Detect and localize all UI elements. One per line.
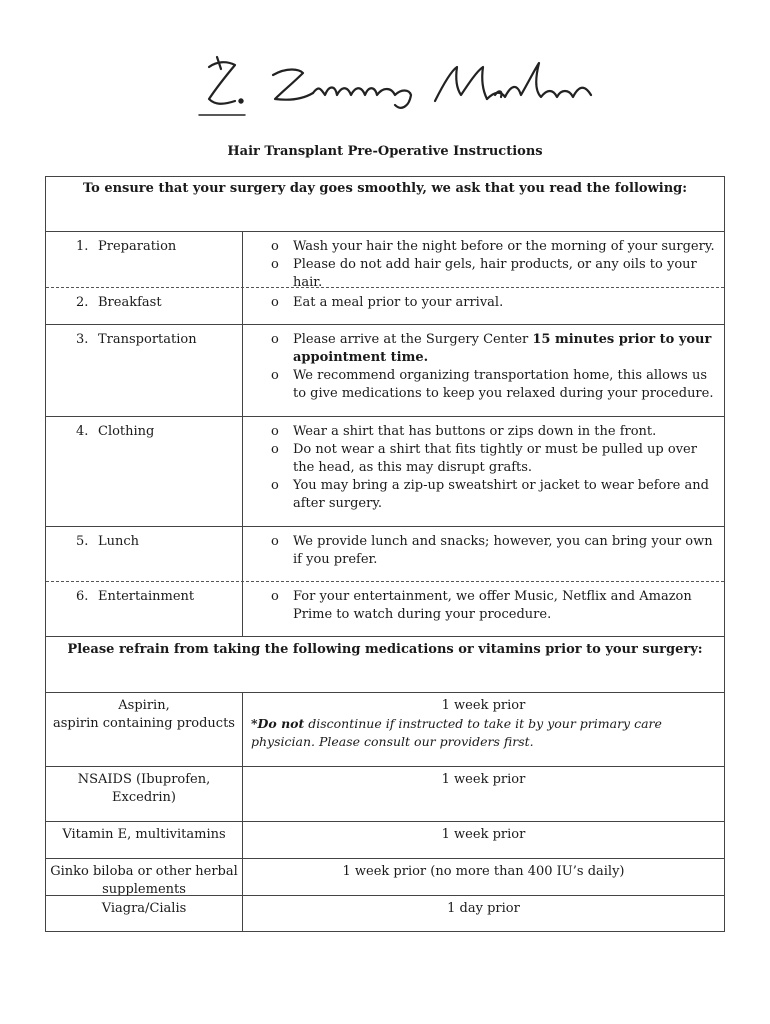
instruction-text: Wash your hair the night before or the morning of your surgery. [293,239,715,254]
ziering-medical-logo [195,55,595,119]
section-row-entertainment [46,581,724,636]
instruction-text: You may bring a zip-up sweatshirt or jacket to wear before and after surgery. [293,478,709,511]
medication-timing-cell [243,822,724,858]
medication-note [243,715,724,751]
medications-heading: Please refrain from taking the following medications or vitamins prior to your surgery: [67,642,703,657]
instruction-text: Please do not add hair gels, hair products, or any oils to your hair. [293,257,697,290]
instruction-item [271,477,718,513]
medication-row-nsaids [46,766,724,821]
instruction-item [271,238,718,256]
medications-heading-row [46,636,724,692]
medication-row-aspirin [46,692,724,766]
section-items-cell [243,232,724,290]
section-items-cell [243,325,724,416]
medication-timing: 1 day prior [447,901,520,916]
section-label: Clothing [98,424,155,439]
section-number: 6. [76,589,89,604]
instruction-text: Eat a meal prior to your arrival. [293,295,504,310]
intro-heading-row [46,177,724,231]
medication-row-viagra [46,895,724,931]
section-items-cell [243,417,724,526]
instruction-text: We provide lunch and snacks; however, you can bring your own if you prefer. [293,534,713,567]
section-number: 4. [76,424,89,439]
intro-heading: To ensure that your surgery day goes smoothly, we ask that you read the following: [82,181,688,196]
section-label: Transportation [98,332,197,347]
medication-timing-cell [243,859,724,895]
medication-name: Vitamin E, multivitamins [46,822,243,858]
section-label-cell [46,527,243,581]
instructions-table [45,176,725,932]
section-row-transportation [46,324,724,416]
section-number: 2. [76,295,89,310]
section-label-cell [46,325,243,416]
section-label-cell [46,232,243,287]
section-bullet-list [271,588,718,624]
instruction-item [271,533,718,569]
medication-timing: 1 week prior [441,772,526,787]
section-bullet-list [271,238,718,292]
medication-name: NSAIDS (Ibuprofen, Excedrin) [46,767,243,821]
medication-timing: 1 week prior [441,827,526,842]
section-number: 5. [76,534,89,549]
section-label: Preparation [98,239,177,254]
medication-row-ginko [46,858,724,895]
section-row-clothing [46,416,724,526]
instruction-item [271,423,718,441]
section-bullet-list [271,533,718,569]
instruction-item [271,441,718,477]
instruction-text: Wear a shirt that has buttons or zips down in the front. [293,424,657,439]
section-bullet-list [271,294,718,312]
document-title: Hair Transplant Pre-Operative Instructions [227,144,543,159]
instruction-text: Do not wear a shirt that fits tightly or must be pulled up over the head, as this may disrupt grafts. [293,442,697,475]
medication-timing-cell [243,767,724,821]
instruction-text: For your entertainment, we offer Music, Netflix and Amazon Prime to watch during your procedure. [293,589,692,622]
section-row-preparation [46,231,724,290]
section-label-cell [46,288,243,324]
section-bullet-list [271,423,718,513]
section-items-cell [243,288,724,324]
medication-name: Viagra/Cialis [46,896,243,931]
medication-timing: 1 week prior (no more than 400 IU’s daily) [342,864,625,879]
section-label: Entertainment [98,589,195,604]
section-number: 3. [76,332,89,347]
section-label-cell [46,417,243,526]
medication-note-text: discontinue if instructed to take it by your primary care physician. Please consult our providers first. [251,716,662,749]
section-row-breakfast [46,287,724,324]
instruction-item [271,588,718,624]
medication-name: Aspirin, aspirin containing products [46,693,243,766]
instruction-item [271,367,718,403]
section-items-cell [243,527,724,581]
medication-row-vitamin-e [46,821,724,858]
instruction-item [271,294,718,312]
section-label: Lunch [98,534,140,549]
medication-note-emphasis: *Do not [251,716,305,731]
medication-timing-cell [243,693,724,766]
instruction-item [271,331,718,367]
section-label: Breakfast [98,295,162,310]
section-number: 1. [76,239,89,254]
medication-name: Ginko biloba or other herbal supplements [46,859,243,895]
section-bullet-list [271,331,718,403]
medication-timing-cell [243,896,724,931]
section-row-lunch [46,526,724,581]
section-label-cell [46,582,243,636]
instruction-text: We recommend organizing transportation home, this allows us to give medications to keep you relaxed during your procedure. [293,368,714,401]
instruction-text: Please arrive at the Surgery Center [293,332,533,347]
instruction-emphasis: 15 minutes prior to your appointment time. [293,332,712,365]
section-items-cell [243,582,724,636]
medication-timing: 1 week prior [441,698,526,713]
